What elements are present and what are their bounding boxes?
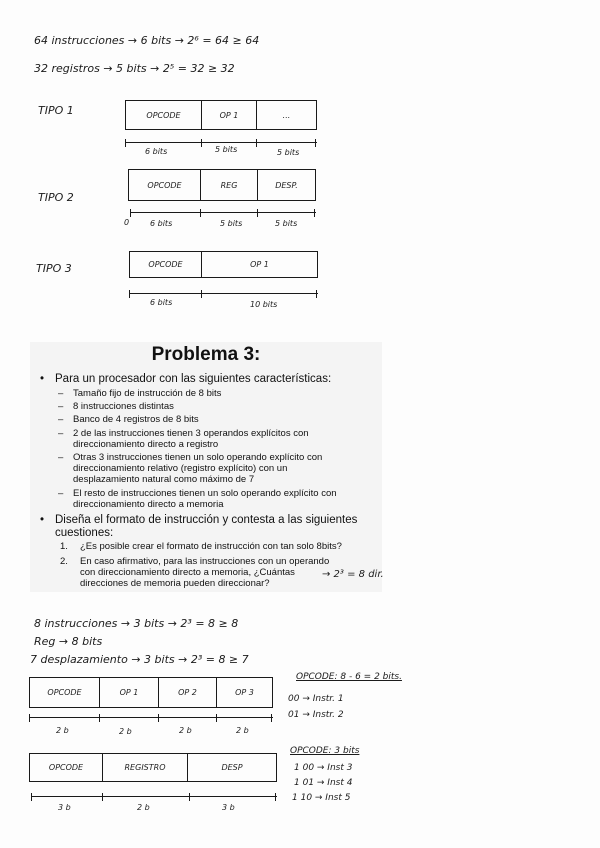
format-b-box (29, 753, 277, 782)
tipo3-ruler (129, 293, 318, 294)
format-a-field-op3: OP 3 (235, 688, 254, 697)
feature-text: Tamaño fijo de instrucción de 8 bits (73, 388, 222, 399)
feature-text: desplazamiento natural como máximo de 7 (73, 474, 255, 485)
question-text: ¿Es posible crear el formato de instrucción con tan solo 8bits? (80, 541, 342, 552)
opcode-note-b-row-2: 1 01 → Inst 4 (294, 778, 353, 788)
format-b-field-opcode: OPCODE (30, 754, 103, 781)
feature-text: direccionamiento directo a registro (73, 439, 219, 450)
tipo2-label: TIPO 2 (38, 191, 74, 204)
opcode-note-a-title: OPCODE: 8 - 6 = 2 bits. (296, 672, 402, 682)
problem-slide (30, 342, 382, 592)
tipo1-format-box (125, 100, 317, 130)
opcode-note-b-title: OPCODE: 3 bits (290, 746, 360, 756)
format-b-field-desp: DESP (221, 763, 243, 772)
tipo1-field-opcode: OPCODE (126, 101, 202, 129)
opcode-note-a-row-1: 00 → Instr. 1 (288, 694, 344, 704)
dash-mark: – (58, 488, 64, 499)
tipo2-width-reg: 5 bits (220, 219, 243, 228)
question-text: En caso afirmativo, para las instrucciones con un operando (80, 556, 330, 567)
tipo2-field-reg: REG (201, 170, 258, 200)
note-desp-7: 7 desplazamiento → 3 bits → 2³ = 8 ≥ 7 (30, 653, 249, 666)
dash-mark: – (58, 401, 64, 412)
slide-task-text-cont: cuestiones: (55, 527, 114, 539)
opcode-note-a-row-2: 01 → Instr. 2 (288, 710, 344, 720)
tipo1-width-rest: 5 bits (277, 148, 300, 157)
tipo1-ruler (125, 142, 317, 143)
tipo1-label: TIPO 1 (38, 104, 74, 117)
feature-text: direccionamiento directo a memoria (73, 499, 224, 510)
dash-mark: – (58, 388, 64, 399)
format-a-width-2: 2 b (119, 727, 132, 736)
slide-intro-text: Para un procesador con las siguientes características: (55, 373, 332, 385)
question-number: 2. (60, 556, 68, 567)
tipo2-field-desp: DESP. (275, 180, 298, 190)
tipo3-width-op1: 10 bits (250, 300, 278, 309)
tipo1-width-op1: 5 bits (215, 145, 238, 154)
question-text: direcciones de memoria pueden direccionar? (80, 578, 270, 589)
tipo2-field-opcode: OPCODE (129, 170, 201, 200)
format-a-width-3: 2 b (179, 726, 192, 735)
tipo2-ruler (130, 212, 316, 213)
note-instructions-64: 64 instrucciones → 6 bits → 2⁶ = 64 ≥ 64 (34, 34, 260, 47)
feature-text: 2 de las instrucciones tienen 3 operandos explícitos con (73, 428, 309, 439)
tipo3-width-opcode: 6 bits (150, 298, 173, 307)
note-registers-32: 32 registros → 5 bits → 2⁵ = 32 ≥ 32 (34, 62, 235, 75)
tipo2-format-box (128, 169, 316, 201)
format-a-ruler (29, 717, 273, 718)
format-a-width-4: 2 b (236, 726, 249, 735)
dash-mark: – (58, 428, 64, 439)
note-reg-8bits: Reg → 8 bits (34, 635, 103, 648)
format-a-width-1: 2 b (56, 726, 69, 735)
format-b-ruler (31, 796, 277, 797)
feature-text: direccionamiento relativo (registro explícito) con un (73, 463, 288, 474)
tipo3-field-op1: OP 1 (250, 260, 269, 269)
dash-mark: – (58, 452, 64, 463)
format-b-width-desp: 3 b (222, 803, 235, 812)
tipo2-origin: 0 (124, 218, 130, 227)
tipo1-field-op1: OP 1 (202, 101, 257, 129)
slide-title: Problema 3: (151, 344, 261, 365)
feature-text: 8 instrucciones distintas (73, 401, 174, 412)
format-a-field-op2: OP 2 (159, 678, 217, 707)
question-text: con direccionamiento directo a memoria, ¿Cuántas (80, 567, 295, 578)
tipo2-width-opcode: 6 bits (150, 219, 173, 228)
format-b-width-registro: 2 b (137, 803, 150, 812)
tipo1-width-opcode: 6 bits (145, 147, 168, 156)
format-a-field-opcode: OPCODE (30, 678, 100, 707)
tipo1-field-ellipsis: ... (282, 110, 291, 120)
slide-task-text: Diseña el formato de instrucción y contesta a las siguientes (55, 514, 358, 526)
tipo2-width-desp: 5 bits (275, 219, 298, 228)
question-number: 1. (60, 541, 68, 552)
format-b-field-registro: REGISTRO (103, 754, 188, 781)
bullet-mark: • (40, 514, 45, 526)
format-a-box (29, 677, 273, 708)
opcode-note-b-row-3: 1 10 → Inst 5 (292, 793, 351, 803)
tipo3-format-box (129, 251, 318, 278)
format-b-width-opcode: 3 b (58, 803, 71, 812)
feature-text: Otras 3 instrucciones tienen un solo operando explícito con (73, 452, 323, 463)
opcode-note-b-row-1: 1 00 → Inst 3 (294, 763, 353, 773)
tipo3-field-opcode: OPCODE (130, 252, 202, 277)
tipo3-label: TIPO 3 (36, 262, 72, 275)
feature-text: El resto de instrucciones tienen un solo operando explícito con (73, 488, 337, 499)
answer-note: → 2³ = 8 dir. (322, 569, 384, 580)
format-a-field-op1: OP 1 (100, 678, 159, 707)
note-instructions-8: 8 instrucciones → 3 bits → 2³ = 8 ≥ 8 (34, 617, 239, 630)
dash-mark: – (58, 414, 64, 425)
feature-text: Banco de 4 registros de 8 bits (73, 414, 199, 425)
bullet-mark: • (40, 373, 45, 385)
